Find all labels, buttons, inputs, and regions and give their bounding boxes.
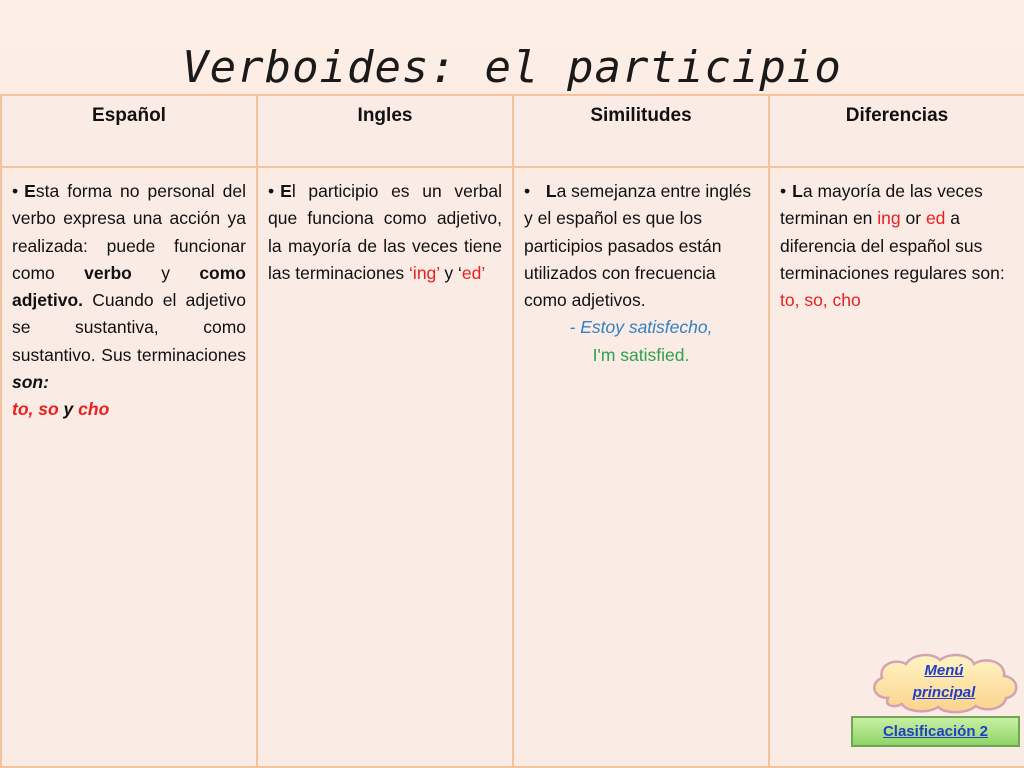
espanol-bold-adjetivo: como adjetivo. xyxy=(12,262,247,311)
diferencias-text-2: or xyxy=(900,208,926,229)
bullet-icon: • xyxy=(12,181,19,201)
diferencias-text-3: a diferencia del español sus terminaciones regulares son: xyxy=(780,208,1005,283)
diferencias-ed: ed xyxy=(925,208,946,229)
espanol-text-2: y xyxy=(131,262,200,283)
similitudes-text: a semejanza entre inglés y el español es que los participios pasados están utilizados con frecuencia como adjetivos. xyxy=(524,181,752,311)
table-header-row xyxy=(1,95,1024,167)
espanol-text-3: Cuando el adjetivo se sustantiva, como sustantivo. Sus terminaciones xyxy=(12,290,246,365)
bullet-icon: • xyxy=(780,181,787,201)
menu-line-2[interactable]: principal xyxy=(912,684,976,701)
header-espanol: Español xyxy=(1,95,257,167)
cell-similitudes xyxy=(513,167,769,767)
example-english: I'm satisfied. xyxy=(592,344,690,365)
ingles-text-1: l participio es un verbal que funciona como adjetivo, la mayoría de las veces tiene las terminaciones xyxy=(268,181,502,283)
menu-principal-button[interactable] xyxy=(866,650,1022,714)
header-similitudes: Similitudes xyxy=(513,95,769,167)
clasificacion-2-button[interactable]: Clasificación 2 xyxy=(851,716,1020,747)
espanol-endings-1: to, so xyxy=(12,399,59,420)
espanol-endings-2: cho xyxy=(78,399,110,420)
bullet-icon: • xyxy=(268,181,275,201)
diferencias-text-1: a mayoría de las veces terminan en xyxy=(780,181,983,229)
ingles-ing: ‘ing’ xyxy=(409,262,440,283)
bullet-icon: • xyxy=(524,181,531,201)
menu-line-1[interactable]: Menú xyxy=(924,662,964,679)
first-letter: E xyxy=(24,181,36,201)
espanol-bold-verbo: verbo xyxy=(84,262,132,283)
diferencias-endings: to, so, cho xyxy=(780,290,861,311)
cell-ingles xyxy=(257,167,513,767)
slide-title: Verboides: el participio xyxy=(182,42,842,93)
espanol-son: son: xyxy=(12,372,49,393)
menu-principal-label[interactable] xyxy=(866,660,1022,704)
header-ingles: Ingles xyxy=(257,95,513,167)
first-letter: L xyxy=(545,181,557,201)
cell-espanol xyxy=(1,167,257,767)
first-letter: L xyxy=(792,181,803,201)
example-spanish: - Estoy satisfecho, xyxy=(569,317,713,338)
ingles-ed: ed’ xyxy=(461,262,486,283)
espanol-endings-and: y xyxy=(58,399,79,420)
espanol-text-1: sta forma no personal del verbo expresa una acción ya realizada: puede funcionar como xyxy=(12,181,246,283)
first-letter: E xyxy=(280,181,292,201)
ingles-text-2: y ‘ xyxy=(439,262,462,283)
header-diferencias: Diferencias xyxy=(769,95,1024,167)
diferencias-ing: ing xyxy=(877,208,901,229)
